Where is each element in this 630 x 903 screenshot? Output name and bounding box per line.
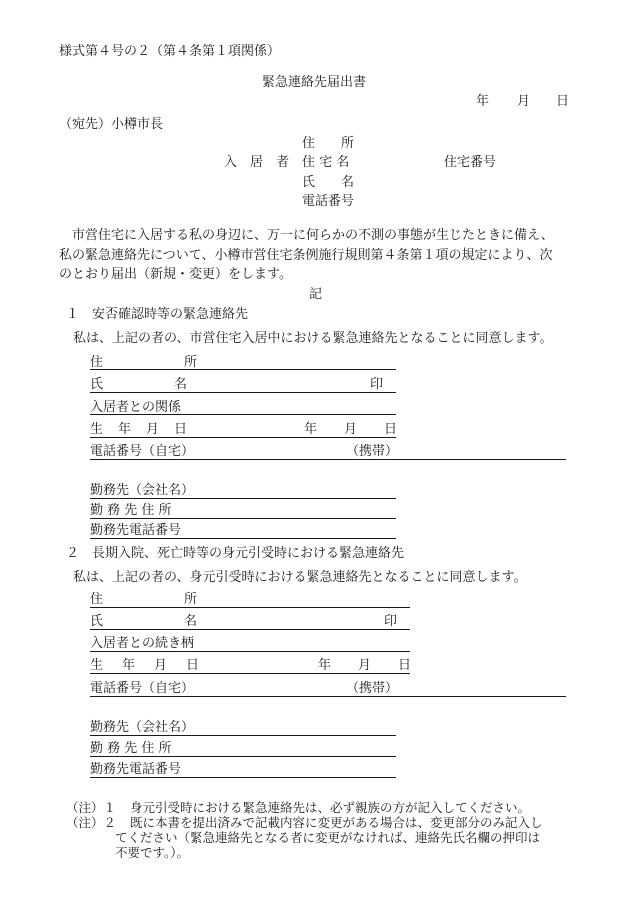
- section1-name-line: [90, 392, 396, 393]
- date-day-label: 日: [556, 94, 570, 109]
- company-phone-label: 勤務先電話番号: [90, 523, 182, 538]
- birth-label-2: 年: [118, 422, 132, 437]
- phone-mobile-label: （携帯）: [346, 681, 399, 696]
- section1-company-line: [90, 498, 396, 499]
- section1-company-phone-field[interactable]: [90, 523, 396, 539]
- relation-label: 入居者との続き柄: [90, 636, 195, 651]
- section2-company-phone-field[interactable]: [90, 762, 396, 778]
- birth-year-label: 年: [318, 658, 332, 673]
- birth-day-label: 日: [398, 658, 412, 673]
- body-line-2: 私の緊急連絡先について、小樽市営住宅条例施行規則第４条第１項の規定により、次: [59, 248, 553, 263]
- birth-day-label: 日: [384, 422, 398, 437]
- section1-phone-line: [90, 459, 566, 460]
- section1-company-address-field[interactable]: [90, 503, 396, 519]
- company-label: 勤務先（会社名）: [90, 720, 195, 735]
- company-address-label: 勤 務 先 住 所: [90, 503, 172, 518]
- section1-birth-field[interactable]: [90, 422, 396, 438]
- birth-label-4: 日: [186, 658, 200, 673]
- section2-birth-field[interactable]: [90, 658, 410, 674]
- section2-relation-line: [90, 651, 410, 652]
- note2-label: （注）２: [66, 815, 117, 830]
- note1-text: 身元引受時における緊急連絡先は、必ず親族の方が記入してください。: [130, 800, 531, 815]
- applicant-phone-label: 電話番号: [302, 194, 355, 209]
- section2-company-address-line: [90, 756, 396, 757]
- company-label: 勤務先（会社名）: [90, 483, 195, 498]
- date-month-label: 月: [517, 94, 531, 109]
- section2-company-line: [90, 735, 396, 736]
- note2-line-2: てください（緊急連絡先となる者に変更がなければ、連絡先氏名欄の押印は: [115, 830, 541, 845]
- section1-address-line: [90, 369, 396, 370]
- section2-birth-line: [90, 673, 410, 674]
- birth-month-label: 月: [344, 422, 358, 437]
- note2-line-1: 既に本書を提出済みで記載内容に変更がある場合は、変更部分のみ記入し: [130, 815, 543, 830]
- section1-heading: １ 安否確認時等の緊急連絡先: [66, 307, 249, 322]
- phone-home-label: 電話番号（自宅）: [90, 681, 195, 696]
- birth-label-3: 月: [146, 422, 160, 437]
- section1-company-address-line: [90, 518, 396, 519]
- birth-year-label: 年: [304, 422, 318, 437]
- birth-label-1: 生: [90, 422, 104, 437]
- section1-relation-line: [90, 414, 396, 415]
- section2-name-line: [90, 629, 410, 630]
- section2-heading: ２ 長期入院、死亡時等の身元引受時における緊急連絡先: [66, 546, 405, 561]
- address-label-a: 住: [90, 355, 104, 370]
- address-label-b: 所: [184, 592, 198, 607]
- note2-line-3: 不要です。）。: [115, 845, 190, 860]
- section2-phone-line: [90, 696, 566, 697]
- birth-label-1: 生: [90, 658, 104, 673]
- section2-address-field[interactable]: [90, 592, 410, 608]
- section1-name-field[interactable]: [90, 377, 396, 393]
- birth-label-3: 月: [154, 658, 168, 673]
- body-line-1: 市営住宅に入居する私の身辺に、万一に何らかの不測の事態が生じたときに備え、: [59, 228, 554, 243]
- address-label-a: 住: [90, 592, 104, 607]
- name-label-a: 氏: [90, 377, 104, 392]
- section2-company-field[interactable]: [90, 720, 396, 736]
- section2-consent: 私は、上記の者の、身元引受時における緊急連絡先となることに同意します。: [73, 570, 527, 585]
- document-title: 緊急連絡先届出書: [262, 75, 367, 90]
- section2-relation-field[interactable]: [90, 636, 410, 652]
- applicant-name-label: 氏 名: [302, 175, 355, 190]
- section2-phone-field[interactable]: [90, 681, 566, 697]
- name-label-a: 氏: [90, 614, 104, 629]
- birth-label-2: 年: [122, 658, 136, 673]
- birth-label-4: 日: [174, 422, 188, 437]
- addressee: （宛先）小樽市長: [59, 117, 164, 132]
- phone-mobile-label: （携帯）: [346, 444, 399, 459]
- phone-home-label: 電話番号（自宅）: [90, 444, 195, 459]
- form-number: 様式第４号の２（第４条第１項関係）: [59, 44, 281, 59]
- company-phone-label: 勤務先電話番号: [90, 762, 182, 777]
- birth-month-label: 月: [358, 658, 372, 673]
- date-year-label: 年: [476, 94, 490, 109]
- body-line-3: のとおり届出（新規・変更）をします。: [59, 267, 292, 282]
- relation-label: 入居者との関係: [90, 400, 182, 415]
- company-address-label: 勤 務 先 住 所: [90, 741, 172, 756]
- seal-label: 印: [370, 377, 384, 392]
- address-label-b: 所: [184, 355, 198, 370]
- applicant-address-label: 住 所: [302, 136, 355, 151]
- seal-label: 印: [384, 614, 398, 629]
- section1-company-field[interactable]: [90, 483, 396, 499]
- name-label-b: 名: [184, 614, 198, 629]
- section1-phone-field[interactable]: [90, 444, 566, 460]
- applicant-role-label: 入 居 者: [224, 155, 290, 170]
- section2-name-field[interactable]: [90, 614, 410, 630]
- applicant-residence-name-label: 住 宅 名: [302, 155, 350, 170]
- note1-label: （注）１: [66, 800, 117, 815]
- section2-address-line: [90, 607, 410, 608]
- section1-birth-line: [90, 437, 396, 438]
- section1-consent: 私は、上記の者の、市営住宅入居中における緊急連絡先となることに同意します。: [73, 331, 553, 346]
- name-label-b: 名: [174, 377, 188, 392]
- section2-company-address-field[interactable]: [90, 741, 396, 757]
- applicant-residence-number-label: 住宅番号: [444, 155, 497, 170]
- ki-label: 記: [309, 287, 323, 302]
- section1-company-phone-line: [90, 538, 396, 539]
- section2-company-phone-line: [90, 777, 396, 778]
